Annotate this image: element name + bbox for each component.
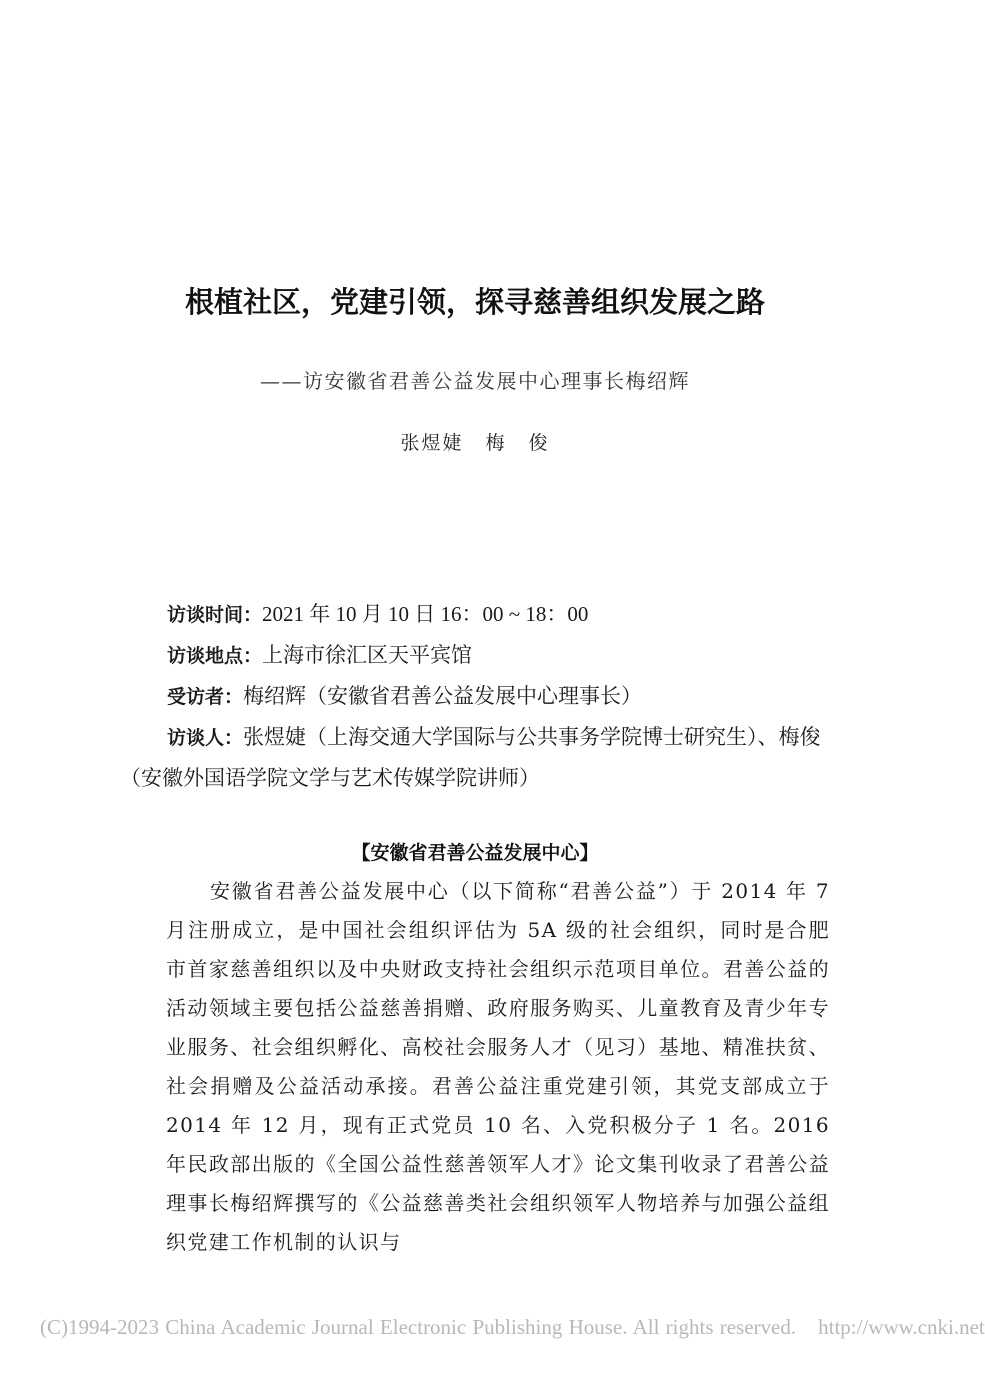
interview-place-label: 访谈地点： xyxy=(167,645,263,667)
interviewer-value: 张煜婕（上海交通大学国际与公共事务学院博士研究生）、梅俊（安徽外国语学院文学与艺术传媒学院讲师） xyxy=(120,725,821,790)
article-subtitle: ——访安徽省君善公益发展中心理事长梅绍辉 xyxy=(260,369,690,393)
interview-info xyxy=(120,594,832,798)
interview-place-row xyxy=(120,635,832,676)
section-heading: 【安徽省君善公益发展中心】 xyxy=(351,842,599,864)
body-paragraph: 安徽省君善公益发展中心（以下简称“君善公益”）于 2014 年 7 月注册成立，是中国社会组织评估为 5A 级的社会组织，同时是合肥市首家慈善组织以及中央财政支持社会组织示范项目单位。君善公益的活动领域主要包括公益慈善捐赠、政府服务购买、儿童教育及青少年专业服务、社会组织孵化、高校社会服务人才（见习）基地、精准扶贫、社会捐赠及公益活动承接。君善公益注重党建引领，其党支部成立于 2014 年 12 月，现有正式党员 10 名、入党积极分子 1 名。2016 年民政部出版的《全国公益性慈善领军人才》论文集刊收录了君善公益理事长梅绍辉撰写的《公益慈善类社会组织领军人物培养与加强公益组织党建工作机制的认识与 xyxy=(166,879,830,1254)
footer-url-link[interactable]: http://www.cnki.net xyxy=(818,1315,985,1339)
copyright-footer xyxy=(40,1312,985,1342)
interviewee-value: 梅绍辉（安徽省君善公益发展中心理事长） xyxy=(243,684,643,708)
article-title: 根植社区，党建引领，探寻慈善组织发展之路 xyxy=(184,285,765,319)
copyright-text: (C)1994-2023 China Academic Journal Electronic Publishing House. All rights reserved. xyxy=(40,1315,797,1339)
interviewer-label: 访谈人： xyxy=(167,727,244,749)
interview-time-label: 访谈时间： xyxy=(167,604,263,626)
interview-place-value: 上海市徐汇区天平宾馆 xyxy=(262,643,473,667)
interviewee-label: 受访者： xyxy=(167,686,244,708)
article-authors: 张煜婕 梅 俊 xyxy=(400,432,550,454)
interview-time-row xyxy=(120,594,832,635)
interviewer-row xyxy=(120,717,832,798)
interviewee-row xyxy=(120,676,832,717)
interview-time-value: 2021 年 10 月 10 日 16：00 ~ 18：00 xyxy=(262,602,589,626)
